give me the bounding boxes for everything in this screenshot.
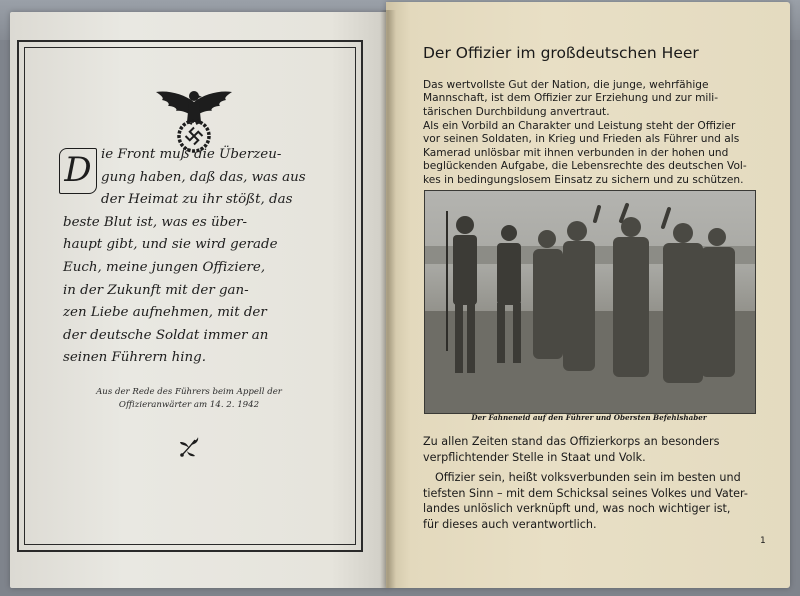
- quote-line: gung haben, daß das, was aus: [101, 169, 306, 185]
- quote-line: in der Zukunft mit der gan-: [63, 282, 249, 298]
- book-gutter: [380, 10, 396, 588]
- text-line: Als ein Vorbild an Charakter und Leistung steht der Offizier: [423, 120, 736, 132]
- photo-scene-icon: [425, 191, 755, 413]
- text-line: Kamerad unlösbar mit ihnen verbunden in der hohen und: [423, 146, 729, 159]
- photograph: [424, 190, 756, 414]
- oak-leaf-icon: [175, 434, 203, 460]
- source-line: Offizieranwärter am 14. 2. 1942: [118, 400, 260, 410]
- text-line: vor seinen Soldaten, in Krieg und Frieden als Führer und als: [423, 133, 740, 146]
- text-line: beglückenden Aufgabe, die Lebensrechte des deutschen Vol-: [423, 160, 747, 173]
- quote-line: haupt gibt, und sie wird gerade: [63, 237, 278, 253]
- quote-drop-cap: D: [59, 148, 97, 194]
- fuehrer-quote: [63, 144, 323, 370]
- text-line: landes unlöslich verknüpft und, was noch wichtiger ist,: [423, 502, 731, 516]
- text-line: Das wertvollste Gut der Nation, die junge, wehrfähige: [423, 79, 709, 91]
- quote-line: Euch, meine jungen Offiziere,: [63, 259, 266, 275]
- text-line: kes in bedingungslosem Einsatz zu sichern und zu schützen.: [423, 173, 744, 186]
- photo-caption: Der Fahneneid auf den Führer und Obersten Befehlshaber: [471, 413, 707, 422]
- quote-line: der deutsche Soldat immer an: [63, 327, 269, 343]
- text-line: für dieses auch verantwortlich.: [423, 517, 597, 531]
- source-line: Aus der Rede des Führers beim Appell der: [96, 387, 282, 397]
- text-line: Zu allen Zeiten stand das Offizierkorps an besonders: [423, 435, 720, 448]
- quote-line: ie Front muß die Überzeu-: [101, 147, 282, 162]
- quote-line: seinen Führern hing.: [63, 350, 207, 366]
- text-line: verpflichtender Stelle in Staat und Volk.: [423, 450, 646, 464]
- quote-line: beste Blut ist, was es über-: [63, 214, 248, 230]
- paragraph: [423, 79, 753, 119]
- quote-source: [39, 386, 339, 412]
- page-title: Der Offizier im großdeutschen Heer: [423, 44, 699, 62]
- paragraph: [423, 434, 753, 465]
- quote-line: der Heimat zu ihr stößt, das: [101, 192, 293, 208]
- decorative-frame: [17, 40, 363, 552]
- quote-line: zen Liebe aufnehmen, mit der: [63, 305, 267, 321]
- page-number: 1: [760, 536, 766, 546]
- text-line: Offizier sein, heißt volksverbunden sein im besten und: [435, 471, 741, 484]
- text-line: tärischen Durchbildung anvertraut.: [423, 105, 610, 118]
- paragraph: [423, 470, 753, 532]
- text-line: tiefsten Sinn – mit dem Schicksal seines Volkes und Vater-: [423, 486, 748, 500]
- text-line: Mannschaft, ist dem Offizier zur Erziehung und zur mili-: [423, 92, 719, 105]
- paragraph: [423, 120, 753, 187]
